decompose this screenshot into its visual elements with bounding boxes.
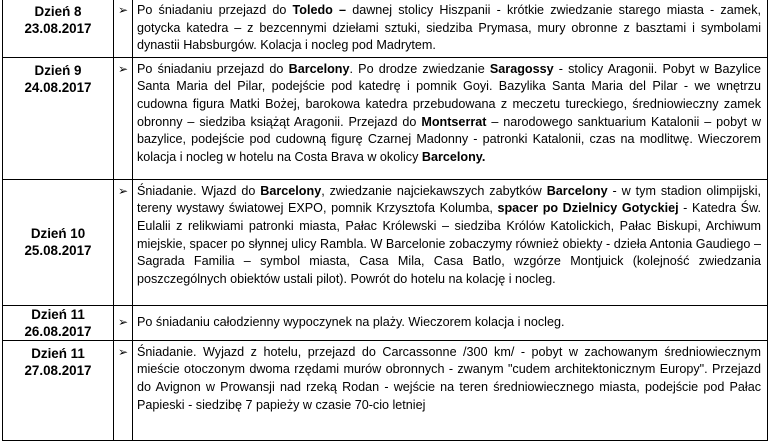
day-cell — [3, 305, 114, 340]
day-label: Dzień 9 — [34, 62, 82, 78]
arrow-bullet-icon: ➢ — [114, 0, 133, 57]
day-date: 25.08.2017 — [24, 243, 92, 259]
bold-text: Barcelony — [260, 183, 322, 198]
bold-text: Barcelony. — [421, 149, 486, 164]
day-date: 26.08.2017 — [24, 323, 92, 339]
arrow-bullet-icon: ➢ — [114, 305, 133, 340]
day-label: Dzień 11 — [31, 306, 85, 322]
itinerary-row — [3, 340, 768, 440]
day-label: Dzień 11 — [31, 345, 85, 361]
text: , zwiedzanie najciekawszych zabytków — [321, 183, 547, 198]
itinerary-row — [3, 57, 768, 179]
day-cell — [3, 179, 114, 305]
arrow-bullet-icon: ➢ — [114, 340, 133, 440]
text: – narodowego sanktuarium Katalonii – pobyt w bazylice, podejście pod cudowną figurę Czarnej Madonny - patronki Katalonii, czas na modlitwę. Wieczorem kolacja i nocleg w hotelu na Costa Brava w okolicy — [137, 114, 761, 164]
arrow-bullet-icon: ➢ — [114, 57, 133, 179]
itinerary-table — [2, 0, 768, 441]
bold-text: – — [332, 3, 353, 17]
text: Śniadanie. Wjazd do — [137, 183, 261, 198]
itinerary-row — [3, 305, 768, 340]
text: Po śniadaniu przejazd do — [137, 3, 293, 17]
bold-text: Saragossy — [489, 61, 554, 76]
bold-text: Toledo — [292, 3, 333, 17]
bold-text: Montserrat — [421, 114, 487, 129]
bold-text: Barcelony — [288, 61, 350, 76]
day-label: Dzień 8 — [34, 4, 82, 19]
text: Po śniadaniu przejazd do — [137, 61, 289, 76]
text: - stolicy Aragonii. Pobyt w Bazylice Santa Maria del Pilar, podejście pod katedrę i pomnik Goyi. Bazylika Santa Maria del Pilar - we wnętrzu cudowna figura Matki Bożej, barokowa katedra przebudowana z meczetu tureckiego, średniowieczny zamek obronny – siedziba książąt Aragonii. Przejazd do — [137, 61, 761, 129]
text: - Katedra Św. Eulalii z relikwiami patronki miasta, Pałac Królewski – siedziba Królów Katolickich, Pałac Biskupi, Archiwum miejskie, spacer po słynnej ulicy Rambla. W Barcelonie zobaczymy również obiekty - dzieła Antonia Gaudiego – Sagrada Familia – symbol miasta, Casa Mila, Casa Batlo, wzgórze Montjuick (kolejność zwiedzania poszczególnych obiektów ustali pilot). Powrót do hotelu na kolację i nocleg. — [137, 201, 761, 286]
day-description — [133, 179, 768, 305]
day-description — [133, 305, 768, 340]
itinerary-row — [3, 0, 768, 57]
text: - w tym stadion olimpijski, tereny wystawy światowej EXPO, pomnik Krzysztofa Kolumba, — [137, 183, 761, 216]
text: dawnej stolicy Hiszpanii - krótkie zwiedzanie starego miasta - zamek, gotycka katedra – z bezcennymi dziełami sztuki, siedziba Prymasa, mury obronne z basztami i symbolami dynastii Habsburgów. Kolacja i nocleg pod Madrytem. — [137, 3, 761, 53]
text: Po śniadaniu całodzienny wypoczynek na plaży. Wieczorem kolacja i nocleg. — [137, 315, 565, 330]
day-cell — [3, 57, 114, 179]
day-description — [133, 57, 768, 179]
day-date: 23.08.2017 — [24, 21, 92, 36]
itinerary-row — [3, 179, 768, 305]
day-description — [133, 340, 768, 440]
day-label: Dzień 10 — [30, 226, 86, 242]
bold-text: Barcelony — [546, 183, 608, 198]
bold-text: spacer po Dzielnicy Gotyckiej — [497, 201, 679, 216]
text: . Po drodze zwiedzanie — [349, 61, 490, 76]
day-date: 24.08.2017 — [24, 79, 92, 95]
day-description — [133, 0, 768, 57]
day-date: 27.08.2017 — [24, 362, 92, 378]
text: Śniadanie. Wyjazd z hotelu, przejazd do Carcassonne /300 km/ - pobyt w zachowanym średniowiecznym mieście otoczonym dwoma rzędami murów obronnych - zwanym "cudem architektonicznym Europy". Przejazd do Avignon w Prowansji nad rzeką Rodan - wejście na teren średniowiecznego miasta, podejście pod Pałac Papieski - siedzibę 7 papieży w czasie 70-cio letniej — [137, 344, 761, 412]
arrow-bullet-icon: ➢ — [114, 179, 133, 305]
day-cell — [3, 0, 114, 57]
day-cell — [3, 340, 114, 440]
